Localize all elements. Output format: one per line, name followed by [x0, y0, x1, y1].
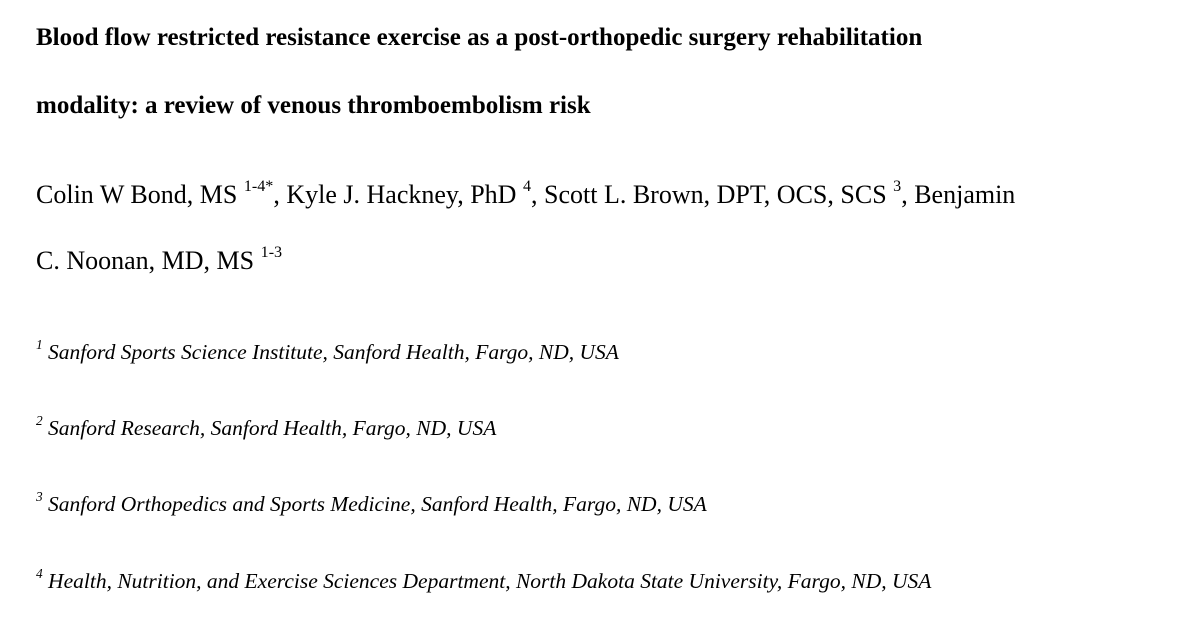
author-name: C. Noonan, MD, MS: [36, 246, 255, 275]
author-affiliation-marker: 1-3: [260, 243, 283, 261]
affiliation-marker: 3: [36, 488, 43, 504]
author-line-2: [36, 243, 283, 276]
affiliation-marker: 2: [36, 412, 43, 428]
author-line-1: [36, 177, 1016, 210]
affiliation-3: [36, 488, 707, 517]
affiliation-marker: 4: [36, 565, 43, 581]
affiliation-1: [36, 336, 619, 365]
affiliation-text: Health, Nutrition, and Exercise Sciences Department, North Dakota State University, Fargo, ND, USA: [48, 569, 932, 593]
author-separator: , Benjamin: [901, 180, 1016, 209]
author-name: Kyle J. Hackney, PhD: [286, 180, 517, 209]
author-affiliation-marker: 3: [893, 177, 902, 195]
affiliation-text: Sanford Sports Science Institute, Sanford Health, Fargo, ND, USA: [48, 340, 619, 364]
affiliation-marker: 1: [36, 336, 43, 352]
author-affiliation-marker: 4: [522, 177, 532, 195]
paper-title-line-2: modality: a review of venous thromboembolism risk: [36, 92, 591, 119]
affiliation-text: Sanford Orthopedics and Sports Medicine, Sanford Health, Fargo, ND, USA: [48, 492, 707, 516]
affiliation-text: Sanford Research, Sanford Health, Fargo, ND, USA: [48, 416, 497, 440]
author-name: Colin W Bond, MS: [36, 180, 238, 209]
paper-title-line-1: Blood flow restricted resistance exercise as a post-orthopedic surgery rehabilitation: [36, 24, 923, 51]
author-separator: ,: [273, 180, 287, 209]
affiliation-4: [36, 565, 932, 594]
affiliation-2: [36, 412, 497, 441]
author-name: Scott L. Brown, DPT, OCS, SCS: [544, 180, 887, 209]
author-affiliation-marker: 1-4*: [243, 177, 274, 195]
author-separator: ,: [531, 180, 545, 209]
